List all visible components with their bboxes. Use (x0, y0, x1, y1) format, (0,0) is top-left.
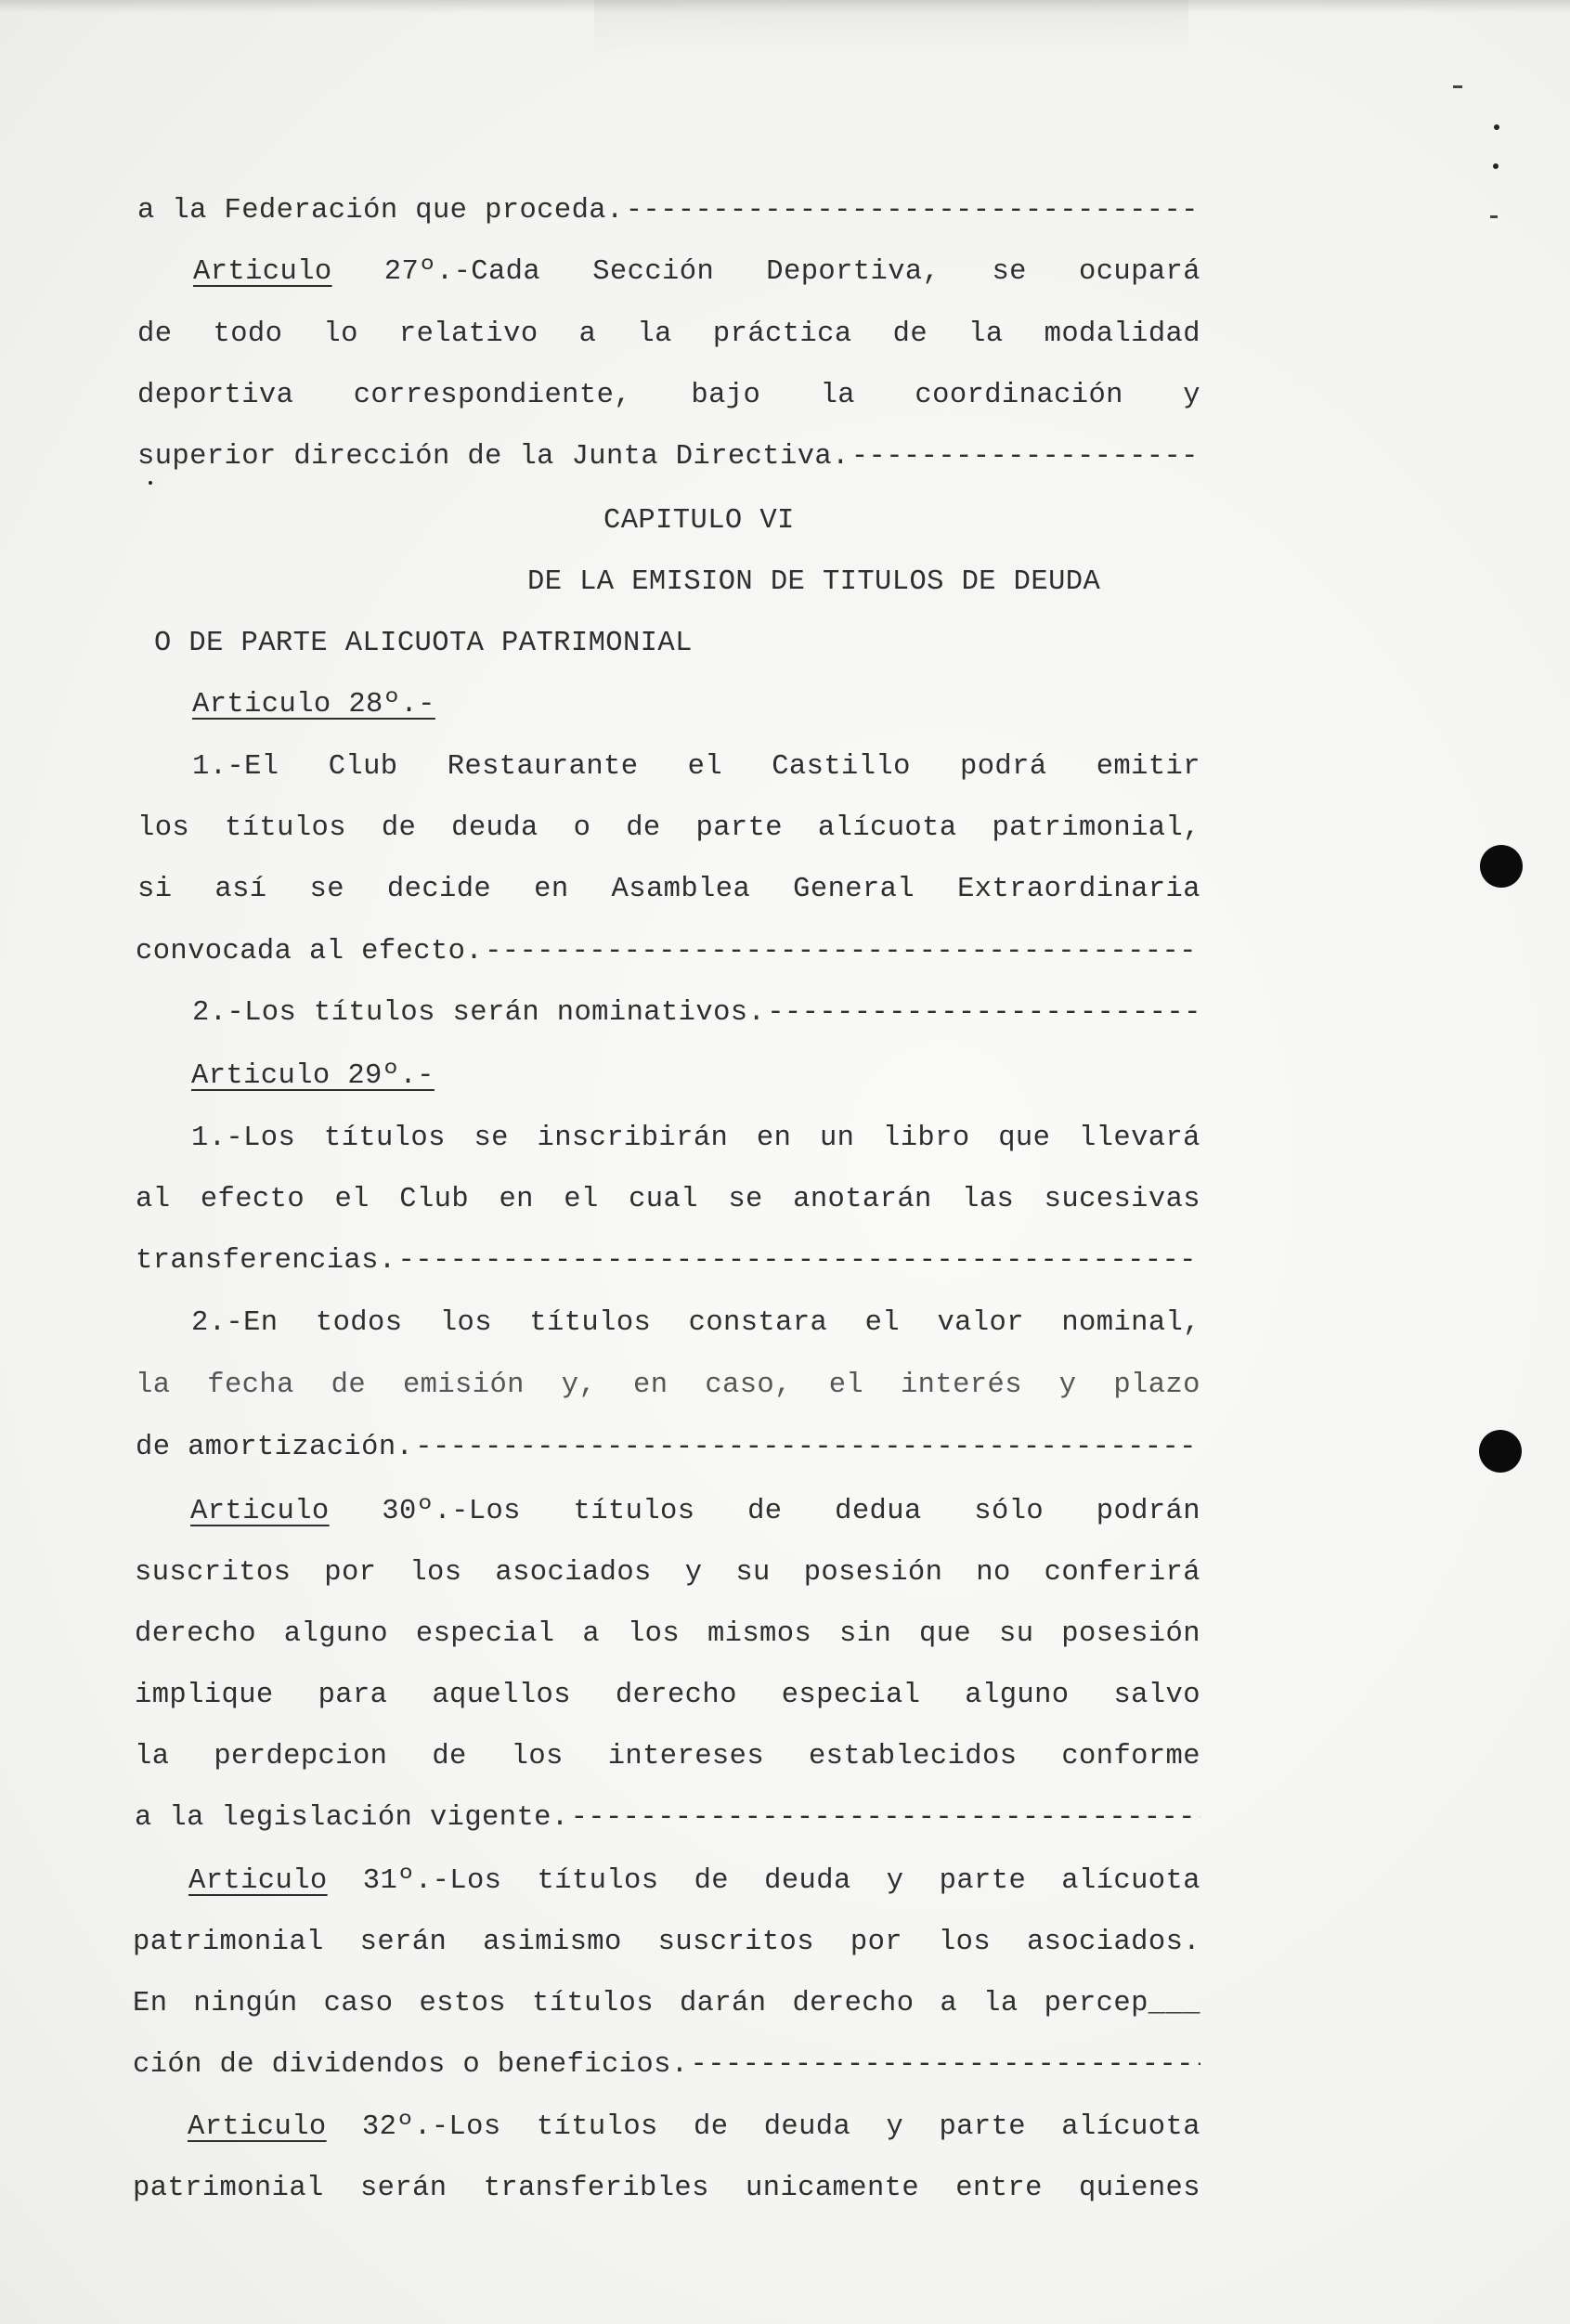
word: el (864, 1307, 901, 1339)
line-27 (135, 1796, 1200, 1840)
line-3 (137, 312, 1200, 357)
article-heading: Articulo (188, 1865, 328, 1897)
word: dividendos (271, 2049, 446, 2081)
word: bajo (691, 380, 761, 411)
word: 2.-En (191, 1307, 279, 1339)
word: 1.-El (192, 751, 279, 783)
word: dedua (835, 1496, 922, 1527)
word: patrimonial (133, 2173, 324, 2204)
word: de (136, 1432, 171, 1463)
word: unicamente (746, 2173, 920, 2204)
line-10 (192, 745, 1200, 789)
word: para (318, 1680, 388, 1711)
dash-filler (691, 2043, 1201, 2087)
word: 32º.-Los (361, 2111, 501, 2143)
chapter-subtitle-2 (154, 621, 897, 666)
word: Club (328, 751, 398, 783)
word: alguno (965, 1680, 1070, 1711)
word: llevará (1078, 1123, 1200, 1154)
punch-hole-top (1480, 845, 1523, 888)
word: un (819, 1123, 855, 1154)
word: asimismo (483, 1927, 622, 1958)
word: todo (213, 318, 283, 350)
word: especial (781, 1680, 921, 1711)
word: vigente. (429, 1802, 569, 1834)
word: a (135, 1802, 152, 1834)
line-13 (136, 929, 1200, 974)
word: efecto. (361, 936, 484, 967)
word: todos (315, 1307, 403, 1339)
word: dirección (293, 441, 450, 473)
word: serán (452, 997, 540, 1029)
word: y (886, 1865, 904, 1897)
word: sucesivas (1044, 1184, 1200, 1215)
word: los (137, 812, 190, 844)
word: 31º.-Los (362, 1865, 502, 1897)
word: los (439, 1307, 492, 1339)
article-heading: Articulo (190, 1496, 330, 1527)
word: Extraordinaria (957, 874, 1200, 905)
word: parte (939, 1865, 1027, 1897)
word: decide (386, 874, 492, 905)
word: patrimonial (133, 1927, 324, 1958)
line-33 (133, 2166, 1200, 2211)
word: Asamblea (611, 874, 751, 905)
word: superior (137, 441, 277, 473)
word: deportiva (137, 380, 294, 411)
bleed-through-smudge (594, 0, 1188, 56)
word: podrán (1096, 1496, 1200, 1527)
word: el (564, 1184, 599, 1215)
word: conferirá (1044, 1557, 1200, 1589)
word: amortización. (188, 1432, 414, 1463)
word: los (511, 1741, 564, 1772)
word: suscritos (135, 1557, 292, 1589)
word: General (793, 874, 915, 905)
dash-filler (398, 1239, 1200, 1283)
word: podrá (960, 751, 1047, 783)
word: la (172, 195, 207, 227)
word: caso, (705, 1370, 792, 1401)
word: la (637, 318, 672, 350)
word: alguno (283, 1618, 389, 1650)
line-32 (188, 2105, 1200, 2149)
word: mismos (707, 1618, 812, 1650)
line-article-28 (192, 682, 1255, 727)
word: que (415, 195, 468, 227)
word: la (519, 441, 554, 473)
word: emisión (402, 1370, 525, 1401)
word: intereses (607, 1741, 765, 1772)
word: y (1183, 380, 1200, 411)
word: se (992, 256, 1027, 288)
word: su (999, 1618, 1034, 1650)
word: ningún (193, 1988, 298, 2019)
word: títulos (573, 1496, 695, 1527)
word: sin (839, 1618, 892, 1650)
line-26 (135, 1734, 1200, 1779)
word: y (1058, 1370, 1077, 1401)
article-heading: Articulo 28º.- (192, 689, 435, 721)
word: títulos (537, 1865, 659, 1897)
line-24 (135, 1612, 1200, 1656)
word: serán (359, 2173, 448, 2204)
margin-dot (1493, 163, 1499, 169)
word: la (983, 1988, 1019, 2019)
word: de (331, 1370, 367, 1401)
word: proceda. (485, 195, 624, 227)
word: títulos (529, 1307, 652, 1339)
word: cual (629, 1184, 698, 1215)
word: a (578, 318, 597, 350)
word: al (309, 936, 344, 967)
word: sólo (974, 1496, 1045, 1527)
word: que (998, 1123, 1051, 1154)
word: especial (415, 1618, 555, 1650)
dash-filler (626, 188, 1200, 233)
word: a (582, 1618, 601, 1650)
word: deuda (451, 812, 538, 844)
word: libro (883, 1123, 970, 1154)
word: de (467, 441, 502, 473)
word: así (214, 874, 267, 905)
line-19 (191, 1301, 1200, 1345)
word: valor (937, 1307, 1024, 1339)
word: salvo (1113, 1680, 1200, 1711)
word: la (136, 1370, 171, 1401)
word: se (309, 874, 344, 905)
word: anotarán (793, 1184, 932, 1215)
word: a (137, 195, 155, 227)
word: correspondiente, (353, 380, 631, 411)
word: posesión (803, 1557, 943, 1589)
word: derecho (615, 1680, 737, 1711)
word: beneficios. (497, 2049, 689, 2081)
word: la (968, 318, 1004, 350)
margin-mark (1490, 215, 1498, 218)
word: transferencias. (136, 1245, 396, 1277)
chapter-subtitle-text: DE LA EMISION DE TITULOS DE DEUDA (527, 566, 1101, 598)
margin-dot (1494, 124, 1499, 130)
line-22 (190, 1489, 1200, 1534)
word: el (687, 751, 723, 783)
dash-filler (485, 929, 1200, 974)
word: la (820, 380, 856, 411)
line-30 (133, 1981, 1200, 2026)
punch-hole-bottom (1479, 1430, 1522, 1473)
word: en (633, 1370, 668, 1401)
word: el (334, 1184, 370, 1215)
word: lo (323, 318, 358, 350)
word: de (219, 2049, 254, 2081)
word: Junta (571, 441, 659, 473)
line-18 (136, 1239, 1200, 1283)
word: fecha (207, 1370, 294, 1401)
word: por (324, 1557, 377, 1589)
chapter-title (603, 499, 1068, 543)
word: los (627, 1618, 681, 1650)
chapter-subtitle-text: O DE PARTE ALICUOTA PATRIMONIAL (154, 628, 693, 659)
line-article-29 (191, 1054, 1254, 1098)
word: títulos (313, 997, 435, 1029)
dash-filler (571, 1796, 1200, 1840)
word: de (381, 812, 417, 844)
word: los (409, 1557, 462, 1589)
dash-filler (415, 1425, 1200, 1470)
word: y (886, 2111, 904, 2143)
line-17 (136, 1177, 1200, 1222)
word: suscritos (657, 1927, 814, 1958)
word: nominativos. (556, 997, 766, 1029)
word: de (892, 318, 928, 350)
word: plazo (1113, 1370, 1200, 1401)
word: Club (399, 1184, 470, 1215)
word: alícuota (1061, 2111, 1200, 2143)
word: o (462, 2049, 481, 2081)
word: se (728, 1184, 763, 1215)
article-heading: Articulo 29º.- (191, 1060, 435, 1092)
word: parte (939, 2111, 1026, 2143)
word: los (938, 1927, 992, 1958)
word: interés (900, 1370, 1022, 1401)
word: Deportiva, (766, 256, 941, 288)
word: patrimonial, (992, 812, 1200, 844)
word: Sección (592, 256, 715, 288)
word: se (474, 1123, 509, 1154)
line-2 (193, 250, 1200, 294)
article-heading: Articulo (188, 2111, 327, 2143)
word: convocada (136, 936, 292, 967)
word: práctica (712, 318, 852, 350)
word: en (534, 874, 569, 905)
word: legislación (221, 1802, 413, 1834)
word: inscribirán (537, 1123, 729, 1154)
word: títulos (323, 1123, 446, 1154)
word: asociados. (1026, 1927, 1200, 1958)
word: ocupará (1079, 256, 1200, 288)
line-31 (133, 2043, 1200, 2087)
word: de (432, 1741, 467, 1772)
word: En (133, 1988, 168, 2019)
word: Federación (224, 195, 398, 227)
word: darán (679, 1988, 767, 2019)
word: percep___ (1044, 1988, 1200, 2019)
word: de (626, 812, 661, 844)
dash-filler (767, 991, 1200, 1035)
word: coordinación (915, 380, 1123, 411)
word: por (850, 1927, 902, 1958)
word: su (735, 1557, 771, 1589)
word: serán (359, 1927, 448, 1958)
word: 2.-Los (192, 997, 297, 1029)
margin-mark (1453, 85, 1462, 88)
word: no (976, 1557, 1011, 1589)
article-heading: Articulo (193, 256, 332, 288)
word: estos (419, 1988, 506, 2019)
word: transferibles (483, 2173, 709, 2204)
word: modalidad (1044, 318, 1200, 350)
word: títulos (532, 1988, 654, 2019)
word: perdepcion (214, 1741, 388, 1772)
word: las (962, 1184, 1015, 1215)
word: derecho (135, 1618, 256, 1650)
word: la (135, 1741, 170, 1772)
word: títulos (536, 2111, 658, 2143)
word: Restaurante (447, 751, 639, 783)
word: entre (955, 2173, 1043, 2204)
word: emitir (1096, 751, 1200, 783)
line-25 (135, 1673, 1200, 1718)
line-4 (137, 373, 1200, 418)
word: Directiva. (675, 441, 850, 473)
word: asociados (495, 1557, 652, 1589)
line-16 (191, 1116, 1200, 1161)
word: de (137, 318, 173, 350)
line-5 (137, 435, 1200, 479)
word: alícuota (817, 812, 957, 844)
word: Castillo (772, 751, 911, 783)
word: derecho (792, 1988, 915, 2019)
word: quienes (1079, 2173, 1200, 2204)
word: la (169, 1802, 204, 1834)
word: aquellos (432, 1680, 571, 1711)
word: posesión (1061, 1618, 1200, 1650)
word: deuda (763, 2111, 851, 2143)
line-1 (137, 188, 1200, 233)
line-14 (192, 991, 1200, 1035)
word: nominal, (1061, 1307, 1200, 1339)
word: o (573, 812, 591, 844)
word: al (136, 1184, 171, 1215)
word: 30º.-Los (382, 1496, 521, 1527)
stray-dot (149, 481, 152, 485)
line-21 (136, 1425, 1200, 1470)
word: y (684, 1557, 703, 1589)
word: que (919, 1618, 972, 1650)
word: ción (133, 2049, 202, 2081)
word: efecto (200, 1184, 305, 1215)
word: constara (688, 1307, 828, 1339)
word: en (756, 1123, 792, 1154)
line-12 (137, 867, 1200, 912)
word: si (137, 874, 173, 905)
word: establecidos (808, 1741, 1018, 1772)
line-20-faded (136, 1363, 1200, 1408)
line-28 (188, 1859, 1200, 1903)
word: en (499, 1184, 534, 1215)
word: el (828, 1370, 864, 1401)
word: títulos (225, 812, 346, 844)
word: 27º.-Cada (383, 256, 541, 288)
dash-filler (851, 435, 1200, 479)
word: relativo (398, 318, 538, 350)
line-29 (133, 1920, 1200, 1965)
word: deuda (764, 1865, 851, 1897)
word: 1.-Los (191, 1123, 296, 1154)
word: caso (323, 1988, 394, 2019)
chapter-number: CAPITULO VI (603, 505, 795, 537)
line-23 (135, 1551, 1200, 1595)
word: conforme (1061, 1741, 1200, 1772)
word: y, (561, 1370, 597, 1401)
word: de (694, 2111, 729, 2143)
word: parte (695, 812, 784, 844)
chapter-subtitle-1 (527, 560, 1200, 604)
word: a (940, 1988, 958, 2019)
line-11 (137, 806, 1200, 850)
word: de (694, 1865, 729, 1897)
word: de (747, 1496, 783, 1527)
word: alícuota (1061, 1865, 1200, 1897)
word: implique (135, 1680, 274, 1711)
